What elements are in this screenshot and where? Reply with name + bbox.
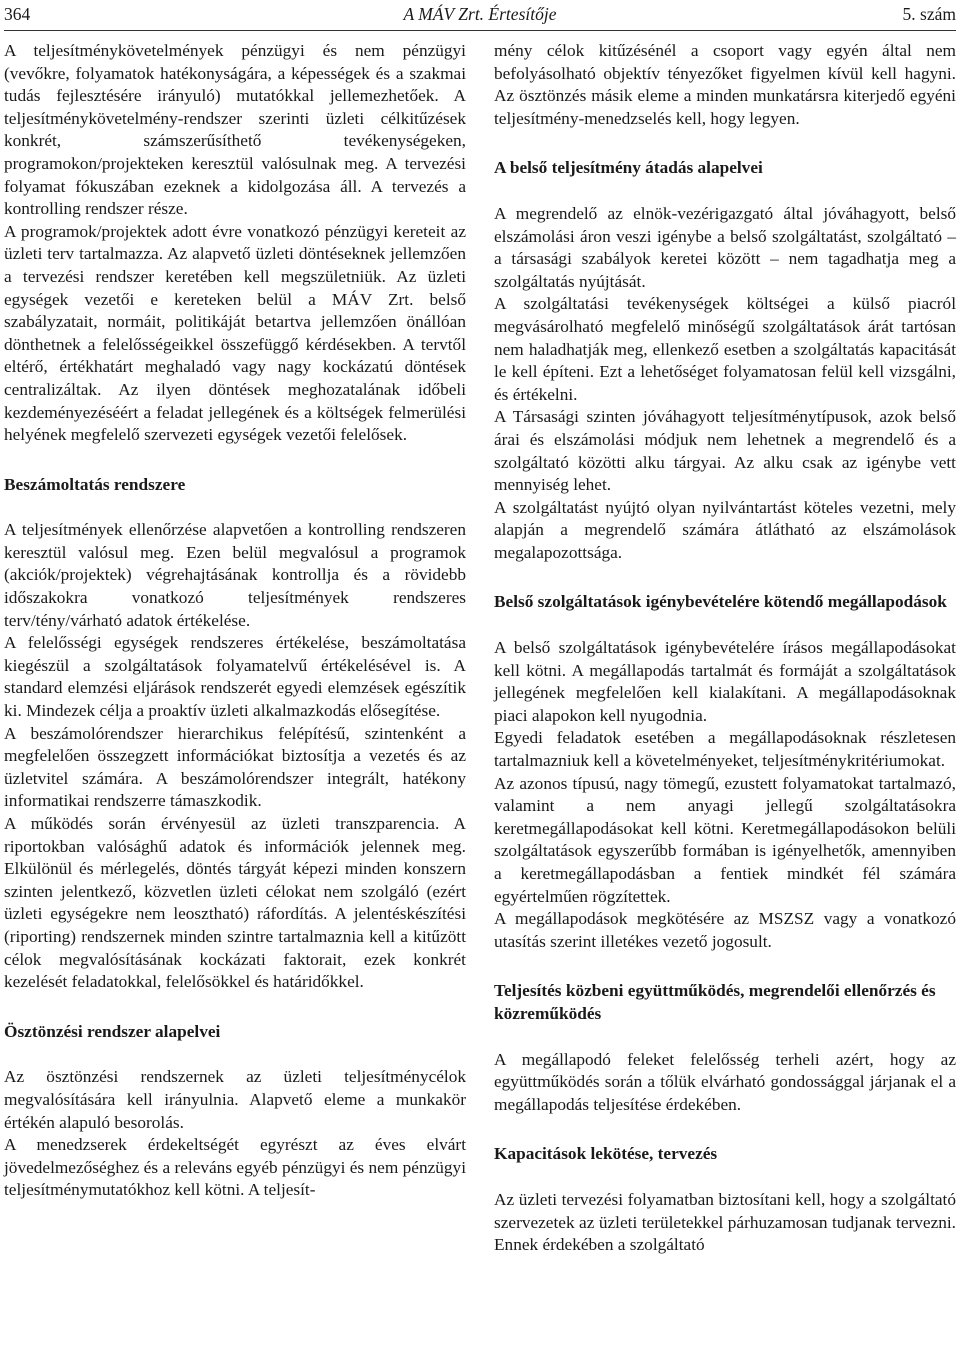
paragraph: A teljesítmények ellenőrzése alapvetően a kontrolling rendszeren keresztül valósul meg. Ezen belül megvalósul a programok (akciók/projektek) végrehajtásának kontrollja és a rövidebb időszakokra vonatkozó teljesítmények rendszeres terv/tény/várható adatok értékelése. [4, 520, 466, 630]
header-divider [4, 30, 956, 31]
paragraph: A menedzserek érdekeltségét egyrészt az éves elvárt jövedelmezőséghez és a releváns egyéb pénzügyi és nem pénzügyi teljesítménymutatókhoz kell kötni. A teljesít- [4, 1135, 466, 1200]
paragraph: A megállapodó feleket felelősség terheli azért, hogy az együttműködés során a tőlük elvárható gondossággal járjanak el a megállapodás teljesítése érdekében. [494, 1049, 956, 1114]
left-column [4, 40, 466, 1202]
paragraph: A beszámolórendszer hierarchikus felépítésű, szintenként a megfelelően összegzett információkat biztosítja a vezetés és az üzletvitel számára. A beszámolórendszer integrált, hatékony informatikai rendszerre támaszkodik. [4, 723, 466, 811]
paragraph: A megállapodások megkötésére az MSZSZ vagy a vonatkozó utasítás szerint illetékes vezető jogosult. [494, 909, 956, 951]
paragraph: Az üzleti tervezési folyamatban biztosítani kell, hogy a szolgáltató szervezetek az üzleti területekkel párhuzamosan tudjanak tervezni. Ennek érdekében a szolgáltató [494, 1189, 956, 1255]
section-heading: Ösztönzési rendszer alapelvei [4, 1021, 221, 1041]
paragraph: Az azonos típusú, nagy tömegű, ezustett folyamatokat tartalmazó, valamint a nem anyagi jellegű szolgáltatásokra keretmegállapodásokat kell kötni. Keretmegállapodásokon belüli szolgáltatások egyszerűbb formában is igényelhetők, amennyiben a keretmegállapodásban a fentiek mindkét fél számára egyértelműen rögzítettek. [494, 773, 956, 906]
paragraph: Az ösztönzési rendszernek az üzleti teljesítménycélok megvalósítására kell irányulnia. Alapvető eleme a munkakör értékén alapuló besorolás. [4, 1067, 466, 1132]
issue-number: 5. szám [902, 4, 956, 24]
paragraph: A szolgáltatási tevékenységek költségei a külső piacról megvásárolható megfelelő minőségű szolgáltatások árát tartósan nem haladhatják meg, ellenkező esetben a szolgáltatás kapacitását le kell építeni. Ezt a lehetőséget folyamatosan felül kell vizsgálni, és értékelni. [494, 294, 956, 404]
paragraph: A felelősségi egységek rendszeres értékelése, beszámoltatása kiegészül a szolgáltatások folyamatelvű értékelésével is. A standard elemzési eljárások rendszerét egyedi elemzések egészítik ki. Mindezek célja a proaktív üzleti alkalmazkodás elősegítése. [4, 633, 466, 721]
paragraph: A működés során érvényesül az üzleti transzparencia. A riportokban valósághű adatok és információk jelennek meg. Elkülönül és mérlegelés, döntés tárgyát képezi minden konszern szinten jelentkező, közvetlen üzleti célokat nem szolgáló (ezért üzleti egységekre nem leosztható) ráfordítás. A jelentéskészítési (riporting) rendszernek minden szintre tartalmaznia kell a kitűzött célok megvalósításának kockázati faktorait, ezek konkrét kezelését feladatokkal, felelősökkel és határidőkkel. [4, 814, 466, 992]
paragraph: A teljesítménykövetelmények pénzügyi és nem pénzügyi (vevőkre, folyamatok hatékonyságára, a képességek és a szakmai tudás fejlesztésére irányuló) mutatókkal jellemezhetőek. A teljesítménykövetelmény-rendszer szerinti üzleti célkitűzések konkrét, számszerűsíthető tevékenységeken, programokon/projekteken keresztül valósulnak meg. A tervezési folyamat fókuszában ezeknek a kidolgozása áll. A tervezés a kontrolling rendszer része. [4, 41, 466, 219]
section-heading: Beszámoltatás rendszere [4, 474, 186, 494]
section-heading: Teljesítés közbeni együttműködés, megrendelői ellenőrzés és közreműködés [494, 981, 936, 1023]
paragraph: A programok/projektek adott évre vonatkozó pénzügyi kereteit az üzleti terv tartalmazza. Az alapvető üzleti döntéseknek jellemzően a tervezési rendszer keretében kell megszületniük. Az üzleti egységek vezetői e kereteken belül a MÁV Zrt. belső szabályzatait, normáit, politikáját betartva jellemzően önállóan dönthetnek a felelősségeikkel összefüggő kérdésekben. A tervtől eltérő, értékhatárt meghaladó vagy nagy kockázatú döntések centralizáltak. Az ilyen döntések meghozatalának időbeli kezdeményezéséért a feladat jellegének és a költségek felmerülési helyének megfelelő szervezeti egységek vezetői felelősek. [4, 221, 466, 445]
right-column [494, 40, 956, 1257]
section-heading: A belső teljesítmény átadás alapelvei [494, 158, 763, 178]
paragraph: A megrendelő az elnök-vezérigazgató által jóváhagyott, belső elszámolási áron veszi igénybe a belső szolgáltatást, szolgáltató – a társasági szabályok keretei között – nem tagadhatja meg a szolgáltatás nyújtását. [494, 203, 956, 291]
paragraph: A szolgáltatást nyújtó olyan nyilvántartást köteles vezetni, mely alapján a megrendelő számára átlátható az elszámolások megalapozottsága. [494, 497, 956, 562]
paragraph: A belső szolgáltatások igénybevételére írásos megállapodásokat kell kötni. A megállapodás tartalmát és formáját a szolgáltatások jellegének megfelelően kell kialakítani. A megállapodásoknak piaci alapokon kell nyugodnia. [494, 638, 956, 725]
section-heading: Kapacitások lekötése, tervezés [494, 1144, 718, 1164]
paragraph: Egyedi feladatok esetében a megállapodásoknak részletesen tartalmazniuk kell a követelményeket, teljesítménykritériumokat. [494, 728, 956, 771]
section-heading: Belső szolgáltatások igénybevételére kötendő megállapodások [494, 592, 947, 612]
journal-title: A MÁV Zrt. Értesítője [403, 4, 557, 24]
paragraph: mény célok kitűzésénél a csoport vagy egyén által nem befolyásolható objektív tényezőket figyelmen kívül kell hagyni. Az ösztönzés másik eleme a minden munkatársra kiterjedő egyéni teljesítmény-menedzselés kell, hogy legyen. [494, 41, 956, 128]
page-number: 364 [4, 4, 31, 24]
paragraph: A Társasági szinten jóváhagyott teljesítménytípusok, azok belső árai és elszámolási módjuk nem lehetnek a megrendelő és a szolgáltató közötti alku tárgyai. Az alku csak az igénybe vett mennyiség lehet. [494, 407, 956, 495]
page-header [4, 2, 956, 26]
